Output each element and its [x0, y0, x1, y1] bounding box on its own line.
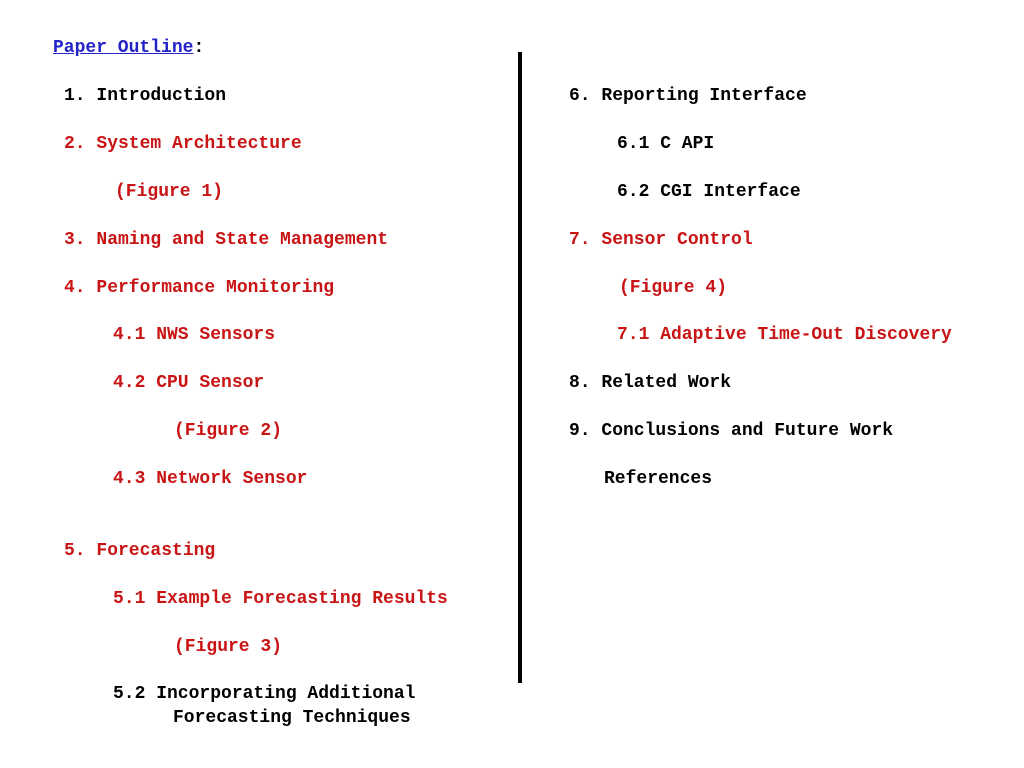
section-9-conclusions: 9. Conclusions and Future Work	[569, 421, 894, 441]
section-1-introduction: 1. Introduction	[64, 86, 227, 106]
section-5-2-line-2: Forecasting Techniques	[173, 708, 411, 728]
section-4-3-network-sensor-link[interactable]: 4.3 Network Sensor	[113, 469, 308, 489]
section-6-reporting-interface: 6. Reporting Interface	[569, 86, 807, 106]
section-5-2-line-1: 5.2 Incorporating Additional	[113, 684, 416, 704]
section-5-1-forecasting-results-link[interactable]: 5.1 Example Forecasting Results	[113, 589, 448, 609]
title-colon: :	[193, 38, 205, 58]
section-3-naming-link[interactable]: 3. Naming and State Management	[64, 230, 389, 250]
figure-2-link[interactable]: (Figure 2)	[174, 421, 283, 441]
section-8-related-work: 8. Related Work	[569, 373, 732, 393]
section-6-2-cgi-interface: 6.2 CGI Interface	[617, 182, 801, 202]
section-4-performance-link[interactable]: 4. Performance Monitoring	[64, 278, 335, 298]
outline-title	[53, 37, 204, 59]
section-2-system-architecture-link[interactable]: 2. System Architecture	[64, 134, 302, 154]
figure-3-link[interactable]: (Figure 3)	[174, 637, 283, 657]
section-7-sensor-control-link[interactable]: 7. Sensor Control	[569, 230, 753, 250]
section-4-2-cpu-sensor-link[interactable]: 4.2 CPU Sensor	[113, 373, 265, 393]
column-divider	[518, 52, 522, 683]
section-6-1-c-api: 6.1 C API	[617, 134, 715, 154]
figure-4-link[interactable]: (Figure 4)	[619, 278, 728, 298]
section-7-1-adaptive-timeout-link[interactable]: 7.1 Adaptive Time-Out Discovery	[617, 325, 952, 345]
figure-1-link[interactable]: (Figure 1)	[115, 182, 224, 202]
paper-outline-link[interactable]: Paper Outline	[53, 38, 194, 58]
section-5-forecasting-link[interactable]: 5. Forecasting	[64, 541, 216, 561]
section-4-1-nws-sensors-link[interactable]: 4.1 NWS Sensors	[113, 325, 276, 345]
references: References	[604, 469, 713, 489]
